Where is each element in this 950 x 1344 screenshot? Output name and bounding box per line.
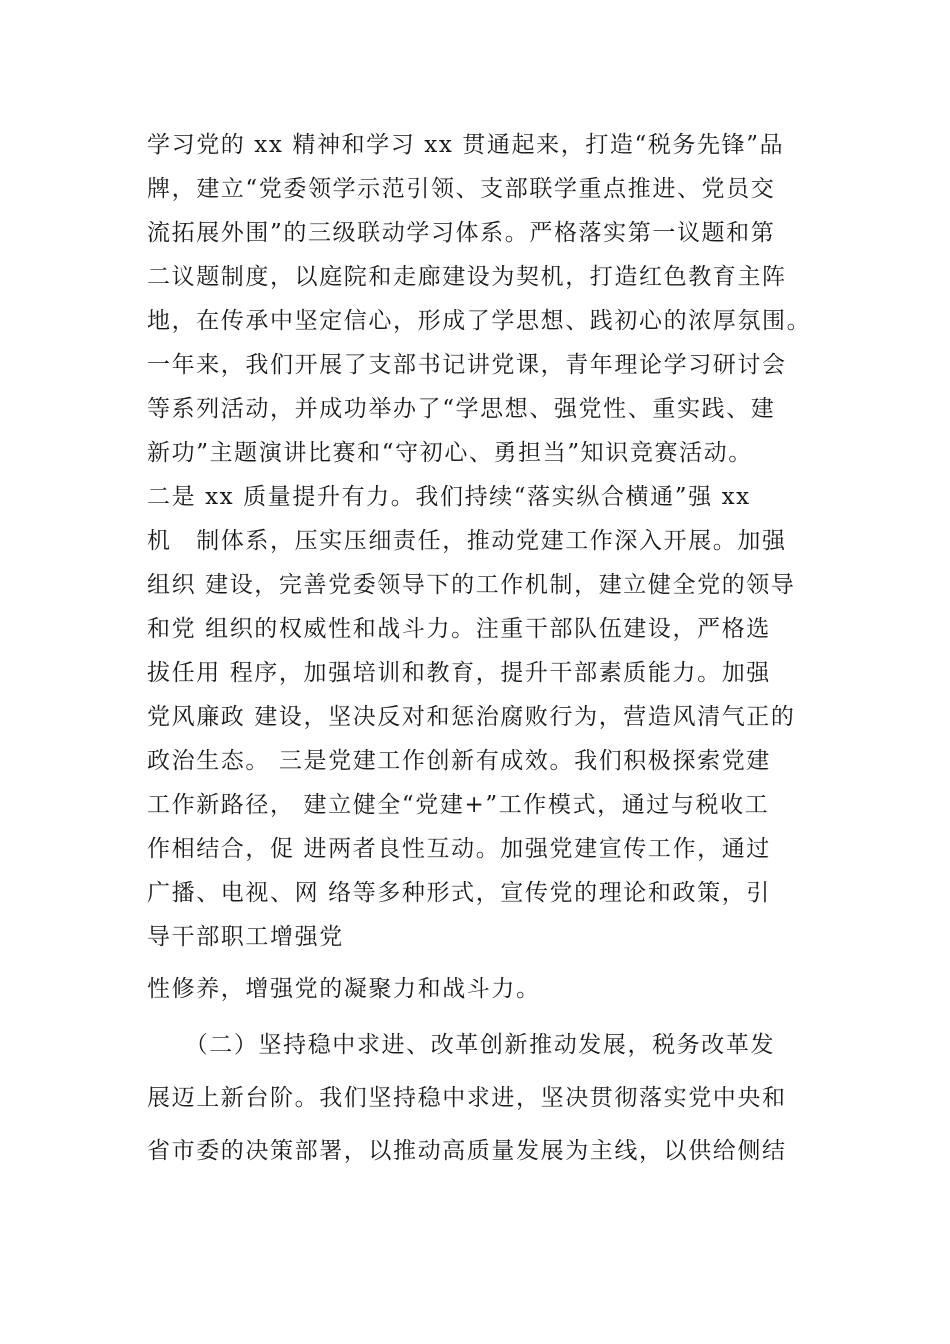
text-line: 机 制体系，压实压细责任，推动党建工作深入开展。加强 (147, 528, 787, 554)
text-line: 学习党的 xx 精神和学习 xx 贯通起来，打造“税务先锋”品 (147, 132, 785, 158)
paragraph-start-line: （二）坚持稳中求进、改革创新推动发展，税务改革发 (147, 1032, 776, 1058)
text-line: 和党 组织的权威性和战斗力。注重干部队伍建设，严格选 (147, 616, 771, 642)
text-line: 一年来，我们开展了支部书记讲党课，青年理论学习研讨会 (147, 352, 787, 378)
text-line: 省市委的决策部署，以推动高质量发展为主线，以供给侧结 (147, 1138, 787, 1164)
text-line: 导干部职工增强党 (147, 924, 344, 950)
text-line: 二议题制度，以庭院和走廊建设为契机，打造红色教育主阵 (147, 264, 787, 290)
text-line: 组织 建设，完善党委领导下的工作机制，建立健全党的领导 (147, 572, 796, 598)
text-line: 等系列活动，并成功举办了“学思想、强党性、重实践、建 (147, 396, 776, 422)
text-line: 地，在传承中坚定信心，形成了学思想、践初心的浓厚氛围。 (147, 308, 812, 334)
text-line: 作相结合，促 进两者良性互动。加强党建宣传工作，通过 (147, 836, 771, 862)
text-line: 工作新路径， 建立健全“党建+”工作模式，通过与税收工 (147, 792, 770, 818)
text-line: 广播、电视、网 络等多种形式，宣传党的理论和政策，引 (147, 880, 771, 906)
text-line: 二是 xx 质量提升有力。我们持续“落实纵合横通”强 xx (147, 484, 751, 510)
text-line: 政治生态。 三是党建工作创新有成效。我们积极探索党建 (147, 748, 771, 774)
text-line: 拔任用 程序，加强培训和教育，提升干部素质能力。加强 (147, 660, 771, 686)
text-line: 流拓展外围”的三级联动学习体系。严格落实第一议题和第 (147, 220, 776, 246)
text-line: 展迈上新台阶。我们坚持稳中求进，坚决贯彻落实党中央和 (147, 1085, 787, 1111)
text-line: 党风廉政 建设，坚决反对和惩治腐败行为，营造风清气正的 (147, 704, 796, 730)
text-line: 性修养，增强党的凝聚力和战斗力。 (147, 976, 541, 1002)
text-line: 牌，建立“党委领学示范引领、支部联学重点推进、党员交 (147, 176, 776, 202)
text-line: 新功”主题演讲比赛和“守初心、勇担当”知识竞赛活动。 (147, 440, 753, 466)
